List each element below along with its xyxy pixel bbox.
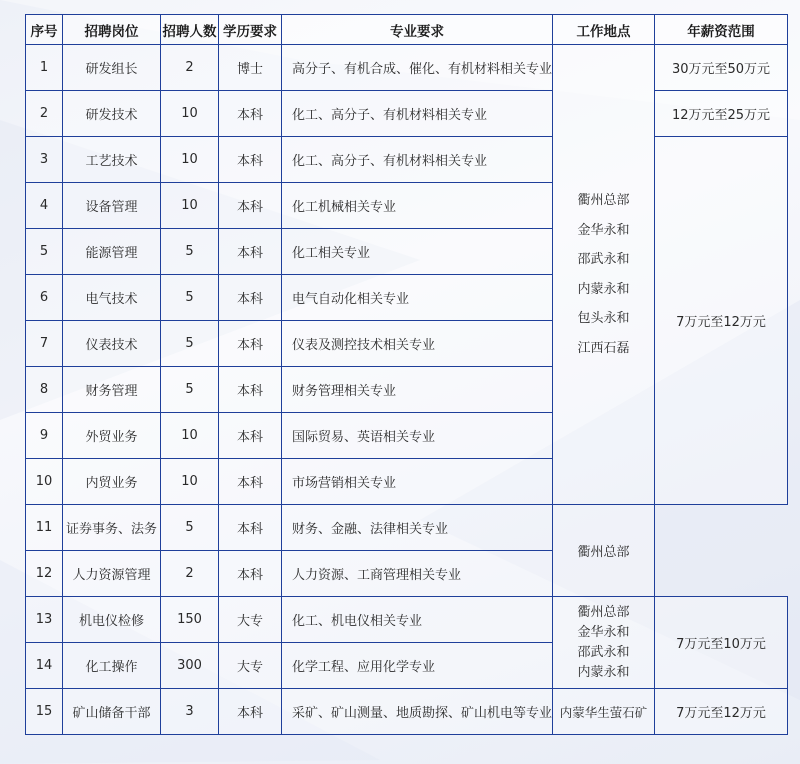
education-cell: 本科 xyxy=(219,367,282,413)
table-row xyxy=(26,45,788,91)
salary-cell: 7万元至12万元 xyxy=(655,137,788,505)
major-cell: 仪表及测控技术相关专业 xyxy=(282,321,553,367)
major-cell: 人力资源、工商管理相关专业 xyxy=(282,551,553,597)
education-cell: 本科 xyxy=(219,321,282,367)
salary-cell: 7万元至10万元 xyxy=(655,597,788,689)
major-cell: 财务、金融、法律相关专业 xyxy=(282,505,553,551)
location-cell-group2: 衢州总部 xyxy=(553,505,655,597)
major-cell: 化工、高分子、有机材料相关专业 xyxy=(282,91,553,137)
location-line: 包头永和 xyxy=(577,311,630,326)
header-cell: 招聘人数 xyxy=(161,15,219,45)
education-cell: 本科 xyxy=(219,183,282,229)
count-cell: 10 xyxy=(161,413,219,459)
count-cell: 2 xyxy=(161,551,219,597)
header-cell: 学历要求 xyxy=(219,15,282,45)
major-cell: 化工、机电仪相关专业 xyxy=(282,597,553,643)
count-cell: 300 xyxy=(161,643,219,689)
location-cell-group3 xyxy=(553,597,655,689)
row-number: 3 xyxy=(26,137,63,183)
salary-cell: 7万元至12万元 xyxy=(655,689,788,735)
position-cell: 化工操作 xyxy=(63,643,161,689)
count-cell: 10 xyxy=(161,91,219,137)
table-row xyxy=(26,91,788,137)
header-cell: 序号 xyxy=(26,15,63,45)
position-cell: 人力资源管理 xyxy=(63,551,161,597)
major-cell: 国际贸易、英语相关专业 xyxy=(282,413,553,459)
education-cell: 本科 xyxy=(219,689,282,735)
row-number: 8 xyxy=(26,367,63,413)
table-row xyxy=(26,137,788,183)
location-line: 衢州总部 xyxy=(577,193,630,208)
major-cell: 化工机械相关专业 xyxy=(282,183,553,229)
position-cell: 研发组长 xyxy=(63,45,161,91)
major-cell: 电气自动化相关专业 xyxy=(282,275,553,321)
header-cell: 专业要求 xyxy=(282,15,553,45)
row-number: 5 xyxy=(26,229,63,275)
count-cell: 5 xyxy=(161,367,219,413)
salary-cell: 30万元至50万元 xyxy=(655,45,788,91)
position-cell: 证券事务、法务 xyxy=(63,505,161,551)
row-number: 14 xyxy=(26,643,63,689)
major-cell: 化学工程、应用化学专业 xyxy=(282,643,553,689)
recruitment-table xyxy=(25,14,788,735)
location-cell-group1 xyxy=(553,45,655,505)
major-cell: 高分子、有机合成、催化、有机材料相关专业 xyxy=(282,45,553,91)
education-cell: 本科 xyxy=(219,229,282,275)
major-cell: 化工相关专业 xyxy=(282,229,553,275)
salary-cell: 12万元至25万元 xyxy=(655,91,788,137)
row-number: 12 xyxy=(26,551,63,597)
table-row xyxy=(26,551,788,597)
header-cell: 年薪资范围 xyxy=(655,15,788,45)
position-cell: 财务管理 xyxy=(63,367,161,413)
location-line: 邵武永和 xyxy=(577,252,630,267)
education-cell: 大专 xyxy=(219,597,282,643)
row-number: 6 xyxy=(26,275,63,321)
education-cell: 博士 xyxy=(219,45,282,91)
position-cell: 能源管理 xyxy=(63,229,161,275)
position-cell: 矿山储备干部 xyxy=(63,689,161,735)
major-cell: 市场营销相关专业 xyxy=(282,459,553,505)
position-cell: 机电仪检修 xyxy=(63,597,161,643)
location-line: 金华永和 xyxy=(577,222,630,238)
table-row xyxy=(26,597,788,643)
education-cell: 本科 xyxy=(219,505,282,551)
major-cell: 化工、高分子、有机材料相关专业 xyxy=(282,137,553,183)
location-line: 衢州总部 xyxy=(577,604,630,620)
row-number: 2 xyxy=(26,91,63,137)
row-number: 1 xyxy=(26,45,63,91)
row-number: 7 xyxy=(26,321,63,367)
header-cell: 工作地点 xyxy=(553,15,655,45)
position-cell: 设备管理 xyxy=(63,183,161,229)
position-cell: 仪表技术 xyxy=(63,321,161,367)
count-cell: 5 xyxy=(161,321,219,367)
count-cell: 5 xyxy=(161,275,219,321)
position-cell: 研发技术 xyxy=(63,91,161,137)
position-cell: 电气技术 xyxy=(63,275,161,321)
location-cell-group4: 内蒙华生萤石矿 xyxy=(553,689,655,735)
education-cell: 本科 xyxy=(219,413,282,459)
education-cell: 本科 xyxy=(219,551,282,597)
location-line: 江西石磊 xyxy=(577,340,630,356)
row-number: 9 xyxy=(26,413,63,459)
count-cell: 3 xyxy=(161,689,219,735)
table-header-row xyxy=(26,15,788,45)
count-cell: 10 xyxy=(161,183,219,229)
location-line: 内蒙永和 xyxy=(577,281,630,297)
table-row xyxy=(26,689,788,735)
location-line: 内蒙永和 xyxy=(577,664,630,680)
education-cell: 本科 xyxy=(219,459,282,505)
education-cell: 大专 xyxy=(219,643,282,689)
row-number: 10 xyxy=(26,459,63,505)
row-number: 11 xyxy=(26,505,63,551)
header-cell: 招聘岗位 xyxy=(63,15,161,45)
education-cell: 本科 xyxy=(219,91,282,137)
count-cell: 10 xyxy=(161,137,219,183)
count-cell: 2 xyxy=(161,45,219,91)
position-cell: 外贸业务 xyxy=(63,413,161,459)
location-line: 金华永和 xyxy=(577,624,630,640)
education-cell: 本科 xyxy=(219,275,282,321)
count-cell: 5 xyxy=(161,229,219,275)
count-cell: 10 xyxy=(161,459,219,505)
position-cell: 内贸业务 xyxy=(63,459,161,505)
row-number: 15 xyxy=(26,689,63,735)
education-cell: 本科 xyxy=(219,137,282,183)
location-line: 邵武永和 xyxy=(577,644,630,660)
position-cell: 工艺技术 xyxy=(63,137,161,183)
row-number: 4 xyxy=(26,183,63,229)
count-cell: 5 xyxy=(161,505,219,551)
major-cell: 财务管理相关专业 xyxy=(282,367,553,413)
count-cell: 150 xyxy=(161,597,219,643)
table-row xyxy=(26,505,788,551)
row-number: 13 xyxy=(26,597,63,643)
major-cell: 采矿、矿山测量、地质勘探、矿山机电等专业 xyxy=(282,689,553,735)
